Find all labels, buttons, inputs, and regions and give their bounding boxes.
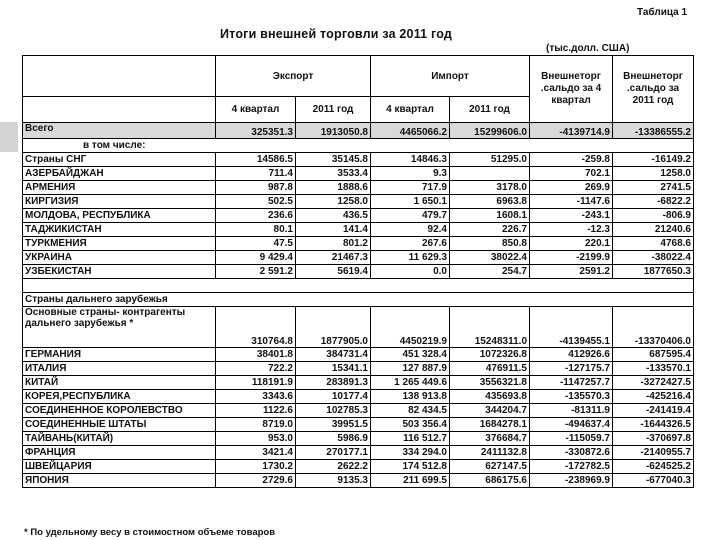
export-q4: 1730.2 <box>216 460 296 474</box>
import-year: 476911.5 <box>450 362 530 376</box>
balance-year: -241419.4 <box>613 404 694 418</box>
balance-year: -13370406.0 <box>613 307 694 348</box>
balance-year: -624525.2 <box>613 460 694 474</box>
table-label: Таблица 1 <box>637 7 688 18</box>
table-row <box>23 195 694 209</box>
import-q4: 9.3 <box>371 167 450 181</box>
export-q4: 9 429.4 <box>216 251 296 265</box>
export-year: 10177.4 <box>296 390 371 404</box>
row-label: ШВЕЙЦАРИЯ <box>23 460 216 474</box>
header-row <box>23 56 694 97</box>
export-year: 1888.6 <box>296 181 371 195</box>
export-year: 102785.3 <box>296 404 371 418</box>
export-year: 1258.0 <box>296 195 371 209</box>
balance-year: -425216.4 <box>613 390 694 404</box>
export-year: 5619.4 <box>296 265 371 279</box>
table-row <box>23 348 694 362</box>
export-year: 9135.3 <box>296 474 371 488</box>
blank-subheader <box>23 97 216 123</box>
import-q4: 717.9 <box>371 181 450 195</box>
balance-year: -2140955.7 <box>613 446 694 460</box>
import-q4: 92.4 <box>371 223 450 237</box>
export-q4: 325351.3 <box>216 123 296 139</box>
row-label: АЗЕРБАЙДЖАН <box>23 167 216 181</box>
import-year <box>450 167 530 181</box>
table-row <box>23 376 694 390</box>
import-q4: 503 356.4 <box>371 418 450 432</box>
balance-q4: -135570.3 <box>530 390 613 404</box>
balance-year-header: Внешнеторг .сальдо за 2011 год <box>613 56 694 123</box>
balance-q4-header: Внешнеторг .сальдо за 4 квартал <box>530 56 613 123</box>
import-q4: 1 650.1 <box>371 195 450 209</box>
section-label <box>23 279 694 293</box>
import-year: 1608.1 <box>450 209 530 223</box>
row-label: ЯПОНИЯ <box>23 474 216 488</box>
balance-q4: -330872.6 <box>530 446 613 460</box>
export-q4: 47.5 <box>216 237 296 251</box>
import-q4: 334 294.0 <box>371 446 450 460</box>
export-year-header: 2011 год <box>296 97 371 123</box>
spacer-row <box>23 279 694 293</box>
balance-year: 1258.0 <box>613 167 694 181</box>
export-q4: 987.8 <box>216 181 296 195</box>
import-q4: 479.7 <box>371 209 450 223</box>
import-year: 15248311.0 <box>450 307 530 348</box>
import-q4: 4465066.2 <box>371 123 450 139</box>
row-label: ИТАЛИЯ <box>23 362 216 376</box>
balance-q4: -2199.9 <box>530 251 613 265</box>
import-year: 2411132.8 <box>450 446 530 460</box>
table-row <box>23 418 694 432</box>
export-q4: 310764.8 <box>216 307 296 348</box>
export-year: 283891.3 <box>296 376 371 390</box>
import-year: 6963.8 <box>450 195 530 209</box>
export-q4: 236.6 <box>216 209 296 223</box>
export-q4: 80.1 <box>216 223 296 237</box>
export-year: 35145.8 <box>296 153 371 167</box>
cis-row <box>23 153 694 167</box>
balance-year: 2741.5 <box>613 181 694 195</box>
import-header: Импорт <box>371 56 530 97</box>
row-label: УЗБЕКИСТАН <box>23 265 216 279</box>
import-q4: 267.6 <box>371 237 450 251</box>
balance-year: 21240.6 <box>613 223 694 237</box>
main-partners-row <box>23 307 694 348</box>
export-header: Экспорт <box>216 56 371 97</box>
table-row <box>23 223 694 237</box>
row-label: СОЕДИНЕННОЕ КОРОЛЕВСТВО <box>23 404 216 418</box>
import-year: 850.8 <box>450 237 530 251</box>
balance-q4: 2591.2 <box>530 265 613 279</box>
import-q4: 82 434.5 <box>371 404 450 418</box>
import-year: 344204.7 <box>450 404 530 418</box>
import-year: 627147.5 <box>450 460 530 474</box>
export-year: 21467.3 <box>296 251 371 265</box>
table-row <box>23 265 694 279</box>
export-q4: 118191.9 <box>216 376 296 390</box>
import-q4: 116 512.7 <box>371 432 450 446</box>
table-row <box>23 474 694 488</box>
balance-q4: -81311.9 <box>530 404 613 418</box>
footnote: * По удельному весу в стоимостном объеме товаров <box>24 527 276 538</box>
balance-year: -13386555.2 <box>613 123 694 139</box>
export-q4: 2 591.2 <box>216 265 296 279</box>
import-q4: 138 913.8 <box>371 390 450 404</box>
page-title: Итоги внешней торговли за 2011 год <box>220 27 453 41</box>
balance-year: -38022.4 <box>613 251 694 265</box>
table-row <box>23 404 694 418</box>
import-q4: 174 512.8 <box>371 460 450 474</box>
export-year: 39951.5 <box>296 418 371 432</box>
balance-q4: -115059.7 <box>530 432 613 446</box>
export-year: 270177.1 <box>296 446 371 460</box>
row-label: КИТАЙ <box>23 376 216 390</box>
import-year: 3178.0 <box>450 181 530 195</box>
row-label: Страны СНГ <box>23 153 216 167</box>
export-year: 801.2 <box>296 237 371 251</box>
import-year: 435693.8 <box>450 390 530 404</box>
export-year: 141.4 <box>296 223 371 237</box>
export-q4: 2729.6 <box>216 474 296 488</box>
table-row <box>23 460 694 474</box>
balance-q4: -259.8 <box>530 153 613 167</box>
row-label: КИРГИЗИЯ <box>23 195 216 209</box>
balance-year: 687595.4 <box>613 348 694 362</box>
balance-q4: 220.1 <box>530 237 613 251</box>
export-q4: 14586.5 <box>216 153 296 167</box>
import-year: 51295.0 <box>450 153 530 167</box>
import-q4: 0.0 <box>371 265 450 279</box>
row-label: МОЛДОВА, РЕСПУБЛИКА <box>23 209 216 223</box>
export-year: 1877905.0 <box>296 307 371 348</box>
balance-q4: -1147.6 <box>530 195 613 209</box>
left-edge-bar <box>0 122 18 152</box>
import-q4: 4450219.9 <box>371 307 450 348</box>
balance-year: -806.9 <box>613 209 694 223</box>
import-q4: 127 887.9 <box>371 362 450 376</box>
import-year: 254.7 <box>450 265 530 279</box>
export-year: 2622.2 <box>296 460 371 474</box>
import-q4: 211 699.5 <box>371 474 450 488</box>
export-year: 384731.4 <box>296 348 371 362</box>
balance-q4: 702.1 <box>530 167 613 181</box>
balance-q4: -1147257.7 <box>530 376 613 390</box>
unit-label: (тыс.долл. США) <box>546 43 630 54</box>
row-label: СОЕДИНЕННЫЕ ШТАТЫ <box>23 418 216 432</box>
export-year: 5986.9 <box>296 432 371 446</box>
far-abroad-row <box>23 293 694 307</box>
import-year: 226.7 <box>450 223 530 237</box>
export-q4: 953.0 <box>216 432 296 446</box>
row-label: Основные страны- контрагенты дальнего зарубежья * <box>23 307 216 348</box>
balance-year: -16149.2 <box>613 153 694 167</box>
export-q4: 1122.6 <box>216 404 296 418</box>
balance-q4: -494637.4 <box>530 418 613 432</box>
balance-q4: -4139714.9 <box>530 123 613 139</box>
table-row <box>23 446 694 460</box>
import-year: 376684.7 <box>450 432 530 446</box>
balance-year: -3272427.5 <box>613 376 694 390</box>
import-year: 1072326.8 <box>450 348 530 362</box>
export-q4: 38401.8 <box>216 348 296 362</box>
balance-q4: -243.1 <box>530 209 613 223</box>
import-year: 3556321.8 <box>450 376 530 390</box>
row-label: АРМЕНИЯ <box>23 181 216 195</box>
export-q4: 722.2 <box>216 362 296 376</box>
table-row <box>23 167 694 181</box>
section-label: в том числе: <box>23 139 694 153</box>
balance-year: -133570.1 <box>613 362 694 376</box>
row-label: ТАЙВАНЬ(КИТАЙ) <box>23 432 216 446</box>
export-q4: 8719.0 <box>216 418 296 432</box>
export-q4: 3421.4 <box>216 446 296 460</box>
import-year: 686175.6 <box>450 474 530 488</box>
table-row <box>23 209 694 223</box>
balance-q4: 269.9 <box>530 181 613 195</box>
export-q4-header: 4 квартал <box>216 97 296 123</box>
import-q4: 11 629.3 <box>371 251 450 265</box>
export-year: 436.5 <box>296 209 371 223</box>
export-year: 1913050.8 <box>296 123 371 139</box>
balance-q4: -127175.7 <box>530 362 613 376</box>
import-year-header: 2011 год <box>450 97 530 123</box>
balance-year: -1644326.5 <box>613 418 694 432</box>
table-row <box>23 362 694 376</box>
balance-year: -677040.3 <box>613 474 694 488</box>
balance-q4: -4139455.1 <box>530 307 613 348</box>
row-label: ГЕРМАНИЯ <box>23 348 216 362</box>
balance-q4: -12.3 <box>530 223 613 237</box>
table-row <box>23 251 694 265</box>
row-label: Всего <box>23 123 216 139</box>
blank-header <box>23 56 216 97</box>
import-q4: 14846.3 <box>371 153 450 167</box>
import-year: 1684278.1 <box>450 418 530 432</box>
row-label: ФРАНЦИЯ <box>23 446 216 460</box>
balance-q4: -172782.5 <box>530 460 613 474</box>
export-q4: 3343.6 <box>216 390 296 404</box>
total-row <box>23 123 694 139</box>
balance-year: 1877650.3 <box>613 265 694 279</box>
export-q4: 502.5 <box>216 195 296 209</box>
export-year: 15341.1 <box>296 362 371 376</box>
import-year: 15299606.0 <box>450 123 530 139</box>
row-label: УКРАИНА <box>23 251 216 265</box>
import-q4-header: 4 квартал <box>371 97 450 123</box>
import-year: 38022.4 <box>450 251 530 265</box>
table-row <box>23 237 694 251</box>
including-row <box>23 139 694 153</box>
balance-year: 4768.6 <box>613 237 694 251</box>
balance-year: -6822.2 <box>613 195 694 209</box>
section-label: Страны дальнего зарубежья <box>23 293 694 307</box>
table-row <box>23 390 694 404</box>
row-label: ТУРКМЕНИЯ <box>23 237 216 251</box>
export-year: 3533.4 <box>296 167 371 181</box>
table-row <box>23 181 694 195</box>
import-q4: 451 328.4 <box>371 348 450 362</box>
export-q4: 711.4 <box>216 167 296 181</box>
row-label: КОРЕЯ,РЕСПУБЛИКА <box>23 390 216 404</box>
balance-year: -370697.8 <box>613 432 694 446</box>
balance-q4: 412926.6 <box>530 348 613 362</box>
table-row <box>23 432 694 446</box>
trade-table <box>22 55 694 488</box>
import-q4: 1 265 449.6 <box>371 376 450 390</box>
row-label: ТАДЖИКИСТАН <box>23 223 216 237</box>
balance-q4: -238969.9 <box>530 474 613 488</box>
